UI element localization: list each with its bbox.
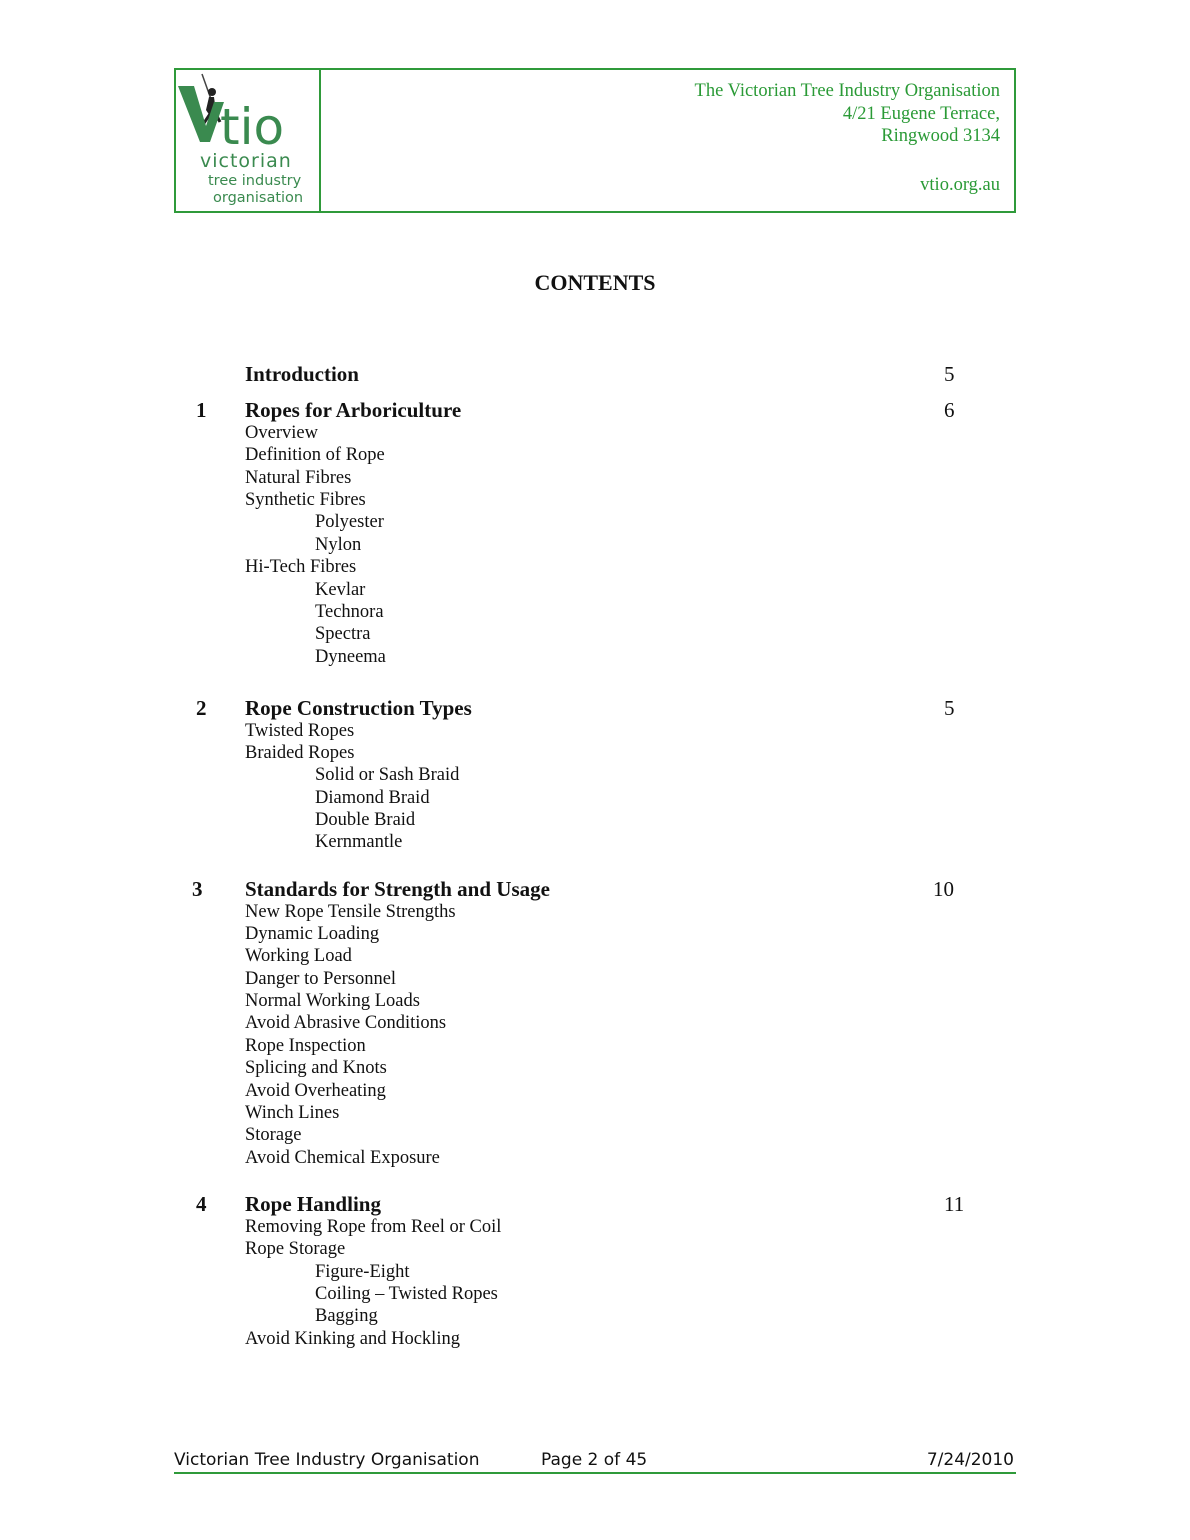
- toc-item[interactable]: Removing Rope from Reel or Coil: [245, 1217, 502, 1237]
- toc-item[interactable]: Danger to Personnel: [245, 969, 397, 989]
- logo-line1: victorian: [200, 150, 292, 172]
- toc-subitem[interactable]: Technora: [315, 602, 384, 622]
- address-line1: 4/21 Eugene Terrace,: [842, 103, 1000, 124]
- vtio-logo-icon: [176, 70, 319, 211]
- toc-section-page: 5: [944, 696, 955, 720]
- toc-item[interactable]: Avoid Abrasive Conditions: [245, 1013, 447, 1033]
- toc-item[interactable]: Rope Inspection: [245, 1036, 366, 1056]
- letterhead: [174, 68, 1016, 213]
- toc-item[interactable]: Avoid Overheating: [245, 1081, 386, 1101]
- toc-item[interactable]: Twisted Ropes: [245, 721, 355, 741]
- footer-date: 7/24/2010: [926, 1450, 1014, 1470]
- toc-item[interactable]: Synthetic Fibres: [245, 490, 366, 510]
- logo-line2: tree industry: [208, 173, 302, 189]
- svg-text:tio: tio: [220, 98, 285, 156]
- footer-page-number: Page 2 of 45: [541, 1450, 648, 1470]
- toc-subitem[interactable]: Double Braid: [315, 810, 416, 830]
- toc-subitem[interactable]: Spectra: [315, 624, 371, 644]
- toc-intro-page: 5: [944, 362, 955, 386]
- toc-item[interactable]: Avoid Chemical Exposure: [245, 1148, 440, 1168]
- toc-section-number: 4: [196, 1192, 207, 1216]
- toc-section-page: 10: [933, 877, 954, 901]
- toc-subitem[interactable]: Figure-Eight: [315, 1262, 410, 1282]
- toc-subitem[interactable]: Diamond Braid: [315, 788, 430, 808]
- toc-section-heading[interactable]: Rope Handling: [245, 1192, 381, 1216]
- org-name: The Victorian Tree Industry Organisation: [694, 81, 1000, 101]
- logo-line3: organisation: [213, 190, 304, 206]
- toc-subitem[interactable]: Bagging: [315, 1306, 378, 1326]
- toc-item[interactable]: Overview: [245, 423, 318, 443]
- toc-subitem[interactable]: Dyneema: [315, 647, 386, 667]
- toc-item[interactable]: Winch Lines: [245, 1103, 340, 1123]
- toc-intro-label[interactable]: Introduction: [245, 362, 359, 386]
- toc-section-number: 3: [192, 877, 203, 901]
- toc-item[interactable]: Rope Storage: [245, 1239, 346, 1259]
- page-footer: [174, 1450, 1016, 1474]
- toc-section-heading[interactable]: Rope Construction Types: [245, 696, 472, 720]
- toc-subitem[interactable]: Kernmantle: [315, 832, 403, 852]
- toc-section-page: 6: [944, 398, 955, 422]
- toc-item[interactable]: Normal Working Loads: [245, 991, 420, 1011]
- logo: [176, 70, 321, 211]
- toc-item[interactable]: Avoid Kinking and Hockling: [245, 1329, 460, 1349]
- toc-item[interactable]: Dynamic Loading: [245, 924, 380, 944]
- toc-item[interactable]: Braided Ropes: [245, 743, 355, 763]
- toc-section-number: 2: [196, 696, 207, 720]
- website-link[interactable]: vtio.org.au: [920, 174, 1000, 195]
- toc-subitem[interactable]: Kevlar: [315, 580, 366, 600]
- toc-subitem[interactable]: Nylon: [315, 535, 362, 555]
- toc-subitem[interactable]: Solid or Sash Braid: [315, 765, 460, 785]
- toc-section-number: 1: [196, 398, 207, 422]
- toc-section-heading[interactable]: Ropes for Arboriculture: [245, 398, 462, 422]
- toc-subitem[interactable]: Coiling – Twisted Ropes: [315, 1284, 498, 1304]
- toc-item[interactable]: Storage: [245, 1125, 302, 1145]
- org-address: [695, 80, 1000, 196]
- toc-item[interactable]: Hi-Tech Fibres: [245, 557, 357, 577]
- toc-item[interactable]: New Rope Tensile Strengths: [245, 902, 456, 922]
- toc-item[interactable]: Working Load: [245, 946, 352, 966]
- toc-section-heading[interactable]: Standards for Strength and Usage: [245, 877, 550, 901]
- toc-item[interactable]: Splicing and Knots: [245, 1058, 387, 1078]
- footer-org: Victorian Tree Industry Organisation: [174, 1450, 480, 1470]
- address-line2: Ringwood 3134: [881, 126, 1000, 146]
- toc-subitem[interactable]: Polyester: [315, 512, 384, 532]
- toc-item[interactable]: Natural Fibres: [245, 468, 352, 488]
- toc-item[interactable]: Definition of Rope: [245, 445, 385, 465]
- toc-section-page: 11: [944, 1192, 965, 1216]
- page-title: CONTENTS: [534, 270, 656, 295]
